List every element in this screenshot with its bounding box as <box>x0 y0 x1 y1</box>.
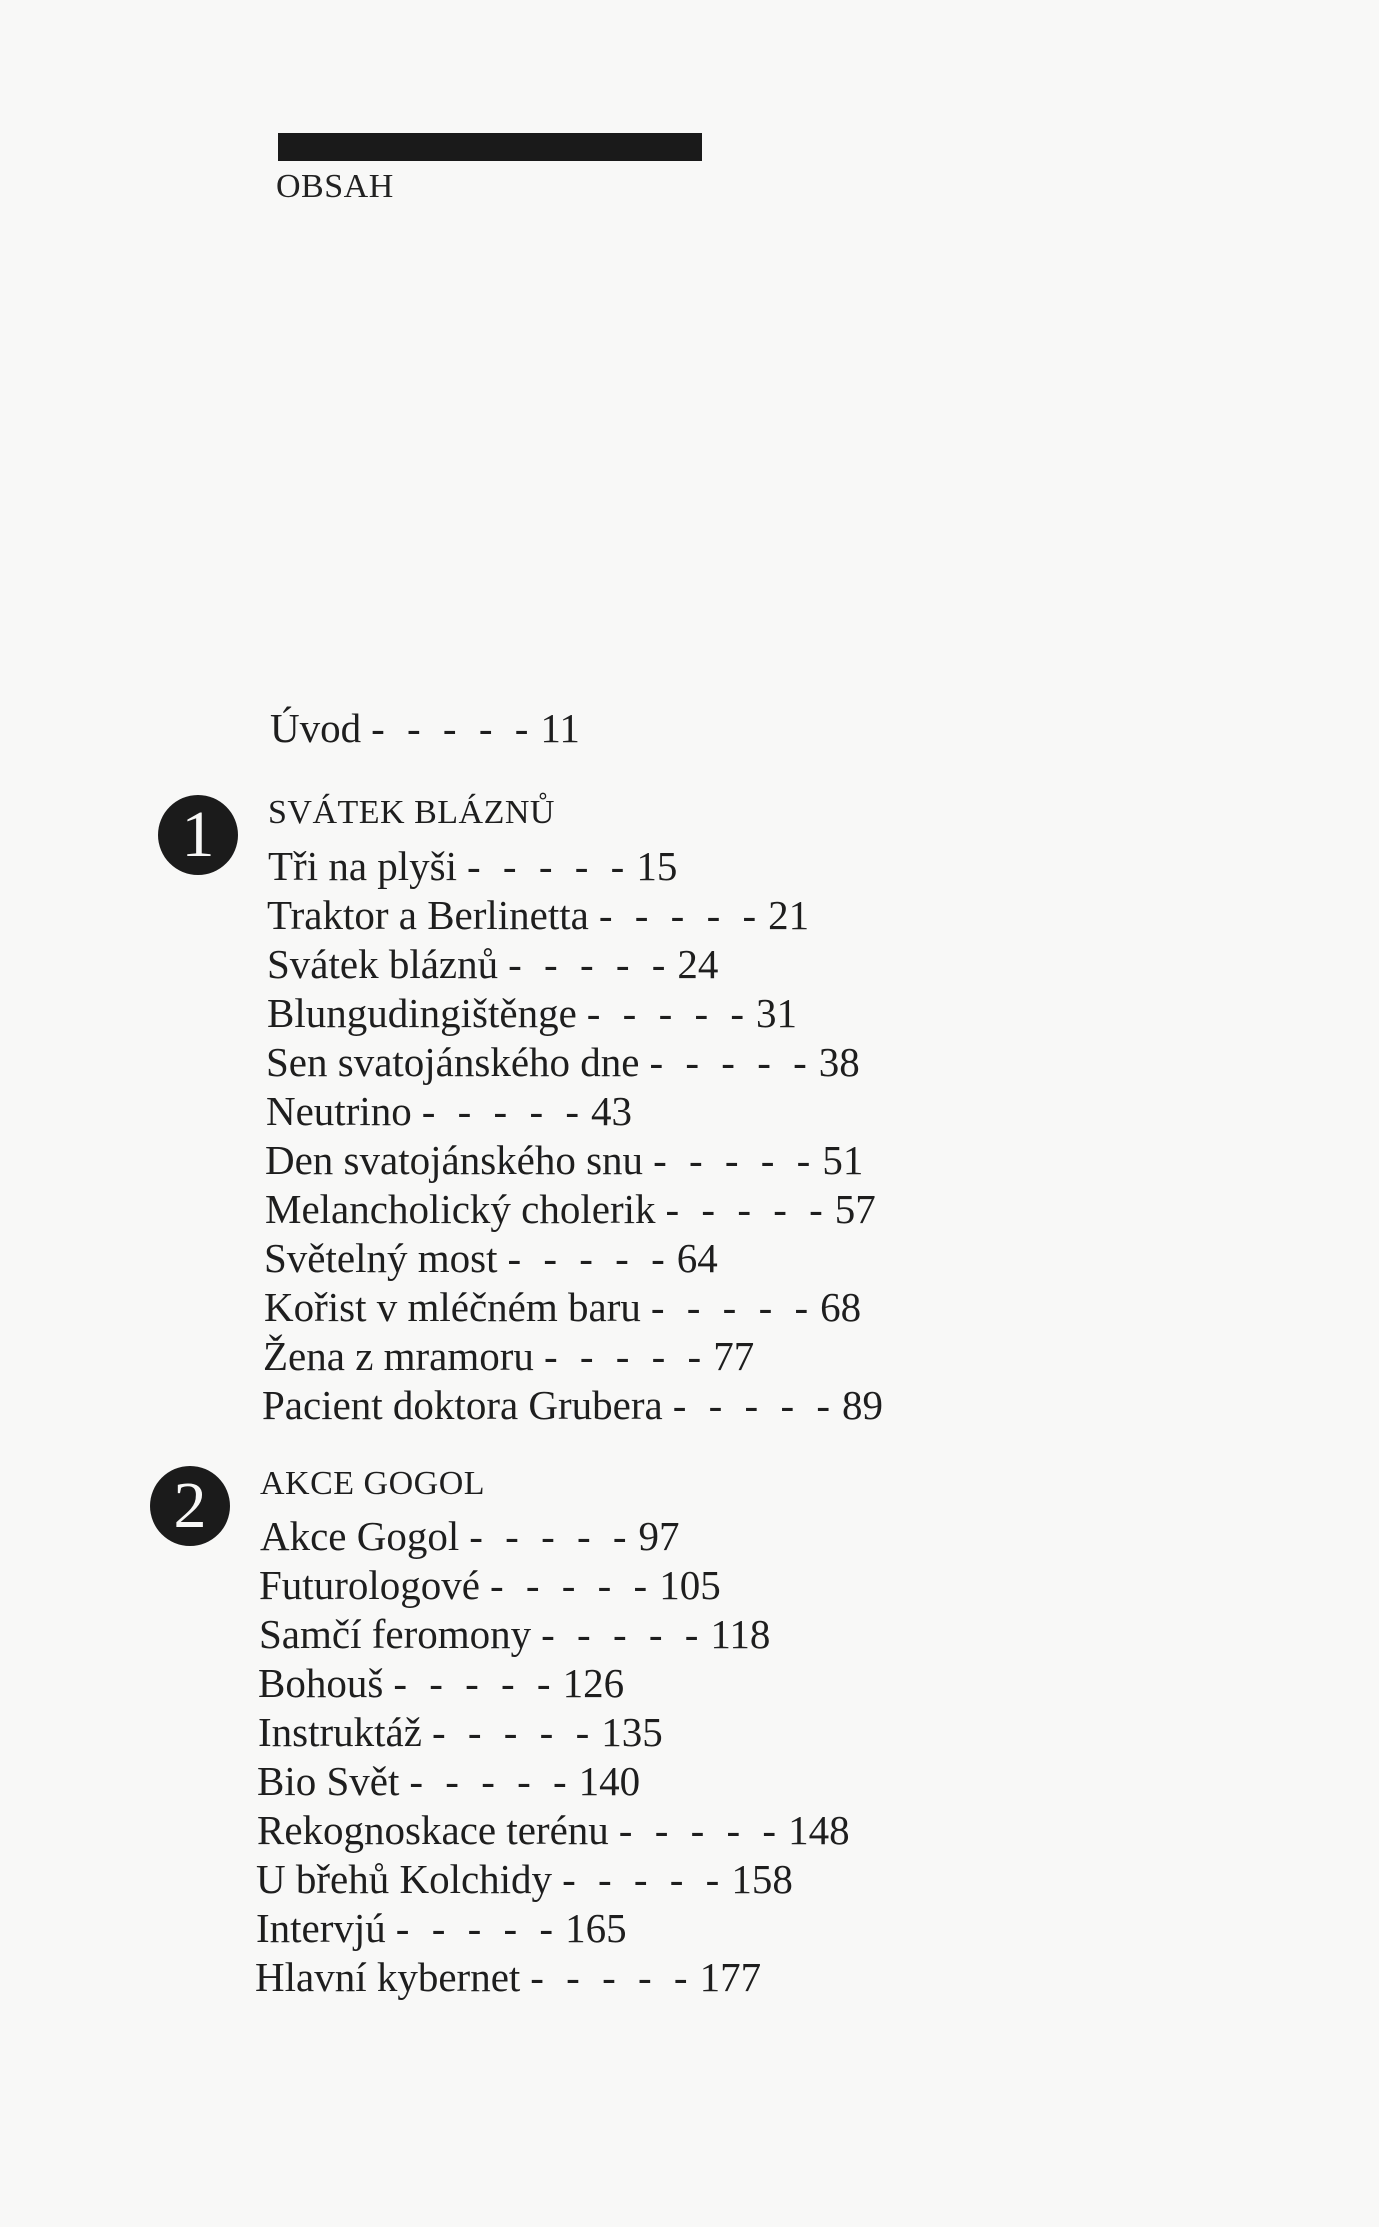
toc-entry-title: Pacient doktora Grubera <box>262 1382 663 1428</box>
toc-entry-title: Neutrino <box>266 1088 412 1134</box>
toc-entry-title: Futurologové <box>259 1562 480 1608</box>
toc-entry-title: U břehů Kolchidy <box>256 1856 553 1902</box>
toc-entry-leader: - - - - - <box>586 990 751 1036</box>
toc-entry-page: 165 <box>565 1905 627 1951</box>
toc-entry-leader: - - - - - <box>562 1856 726 1902</box>
toc-entry-page: 77 <box>713 1333 755 1379</box>
toc-entry-leader: - - - - - <box>508 941 672 987</box>
section-title: AKCE GOGOL <box>260 1465 486 1502</box>
toc-entry-leader: - - - - - <box>489 1562 654 1608</box>
toc-entry-page: 148 <box>788 1807 850 1853</box>
toc-entry-leader: - - - - - <box>650 1284 815 1330</box>
toc-entry-title: Světelný most <box>264 1235 498 1281</box>
toc-entry-page: 64 <box>676 1235 718 1281</box>
toc-entry-title: Hlavní kybernet <box>255 1954 521 2000</box>
toc-entry <box>266 1039 860 1085</box>
toc-entry <box>267 990 798 1036</box>
toc-entry-page: 51 <box>822 1137 864 1183</box>
toc-entry-title: Tři na plyši <box>268 843 458 889</box>
section-number-badge: 1 <box>158 795 238 875</box>
toc-entry-title: Traktor a Berlinetta <box>267 892 589 938</box>
toc-entry-leader: - - - - - <box>672 1382 837 1428</box>
toc-entry <box>265 1186 876 1232</box>
toc-entry-leader: - - - - - <box>530 1954 694 2000</box>
toc-entry-title: Kořist v mléčném baru <box>264 1284 641 1330</box>
toc-entry-leader: - - - - - <box>395 1905 560 1951</box>
toc-entry-leader: - - - - - <box>543 1333 708 1379</box>
toc-entry <box>257 1807 850 1853</box>
toc-entry-page: 135 <box>601 1709 663 1755</box>
toc-entry-page: 38 <box>818 1039 860 1085</box>
toc-entry-title: Samčí feromony <box>259 1611 532 1657</box>
toc-entry-leader: - - - - - <box>393 1660 557 1706</box>
toc-entry <box>268 843 678 889</box>
toc-entry-page: 97 <box>638 1513 680 1559</box>
toc-entry-leader: - - - - - <box>649 1039 813 1085</box>
toc-entry-title: Akce Gogol <box>260 1513 460 1559</box>
toc-entry-leader: - - - - - <box>541 1611 705 1657</box>
toc-entry-title: Bohouš <box>258 1660 384 1706</box>
toc-entry <box>258 1660 625 1706</box>
toc-entry <box>266 1088 633 1134</box>
toc-entry-page: 21 <box>768 892 810 938</box>
toc-entry <box>264 1284 862 1330</box>
toc-entry-leader: - - - - - <box>618 1807 783 1853</box>
toc-entry <box>259 1611 771 1657</box>
toc-entry-leader: - - - - - <box>469 1513 633 1559</box>
toc-entry <box>267 941 719 987</box>
toc-entry-page: 31 <box>756 990 798 1036</box>
section-title: SVÁTEK BLÁZNŮ <box>268 794 555 831</box>
toc-entry-page: 89 <box>842 1382 884 1428</box>
toc-entry <box>267 892 810 938</box>
toc-entry <box>262 1382 884 1428</box>
toc-entry-title: Sen svatojánského dne <box>266 1039 640 1085</box>
toc-entry <box>264 1235 718 1281</box>
toc-entry <box>263 1333 755 1379</box>
toc-entry-title: Den svatojánského snu <box>265 1137 644 1183</box>
toc-entry-page: 140 <box>578 1758 641 1804</box>
section-number-badge: 2 <box>150 1466 230 1546</box>
toc-entry <box>255 1954 762 2000</box>
toc-entry <box>259 1562 721 1608</box>
toc-entry-page: 105 <box>659 1562 721 1608</box>
toc-entry-page: 57 <box>834 1186 876 1232</box>
toc-entry-title: Úvod <box>270 705 362 751</box>
toc-entry-page: 11 <box>540 705 580 751</box>
toc-entry-page: 158 <box>731 1856 793 1902</box>
toc-entry-page: 177 <box>699 1954 762 2000</box>
toc-entry-leader: - - - - - <box>467 843 631 889</box>
toc-entry-title: Blungudingištěnge <box>267 990 577 1036</box>
toc-entry-leader: - - - - - <box>371 705 535 751</box>
toc-entry <box>265 1137 864 1183</box>
toc-entry-leader: - - - - - <box>665 1186 829 1232</box>
toc-entry-leader: - - - - - <box>421 1088 586 1134</box>
toc-entry-leader: - - - - - <box>653 1137 817 1183</box>
toc-entry-title: Rekognoskace terénu <box>257 1807 609 1853</box>
toc-entry <box>260 1513 680 1559</box>
toc-entry-page: 24 <box>677 941 719 987</box>
toc-entry-page: 15 <box>636 843 678 889</box>
page-title: OBSAH <box>276 168 394 205</box>
toc-entry-intro <box>270 705 580 751</box>
toc-entry-title: Intervjú <box>256 1905 386 1951</box>
toc-entry-title: Žena z mramoru <box>263 1333 534 1379</box>
toc-entry-leader: - - - - - <box>598 892 763 938</box>
toc-entry <box>256 1905 627 1951</box>
toc-entry-page: 68 <box>820 1284 862 1330</box>
toc-entry-leader: - - - - - <box>409 1758 573 1804</box>
toc-entry-title: Instruktáž <box>258 1709 422 1755</box>
toc-entry-page: 118 <box>710 1611 771 1657</box>
toc-entry <box>256 1856 793 1902</box>
toc-entry-page: 43 <box>591 1088 633 1134</box>
header-rule <box>278 133 702 161</box>
toc-entry-leader: - - - - - <box>507 1235 671 1281</box>
toc-entry-page: 126 <box>562 1660 625 1706</box>
toc-entry-title: Svátek bláznů <box>267 941 499 987</box>
toc-entry-leader: - - - - - <box>431 1709 596 1755</box>
toc-entry-title: Melancholický cholerik <box>265 1186 656 1232</box>
toc-entry <box>257 1758 641 1804</box>
toc-entry <box>258 1709 663 1755</box>
toc-entry-title: Bio Svět <box>257 1758 400 1804</box>
